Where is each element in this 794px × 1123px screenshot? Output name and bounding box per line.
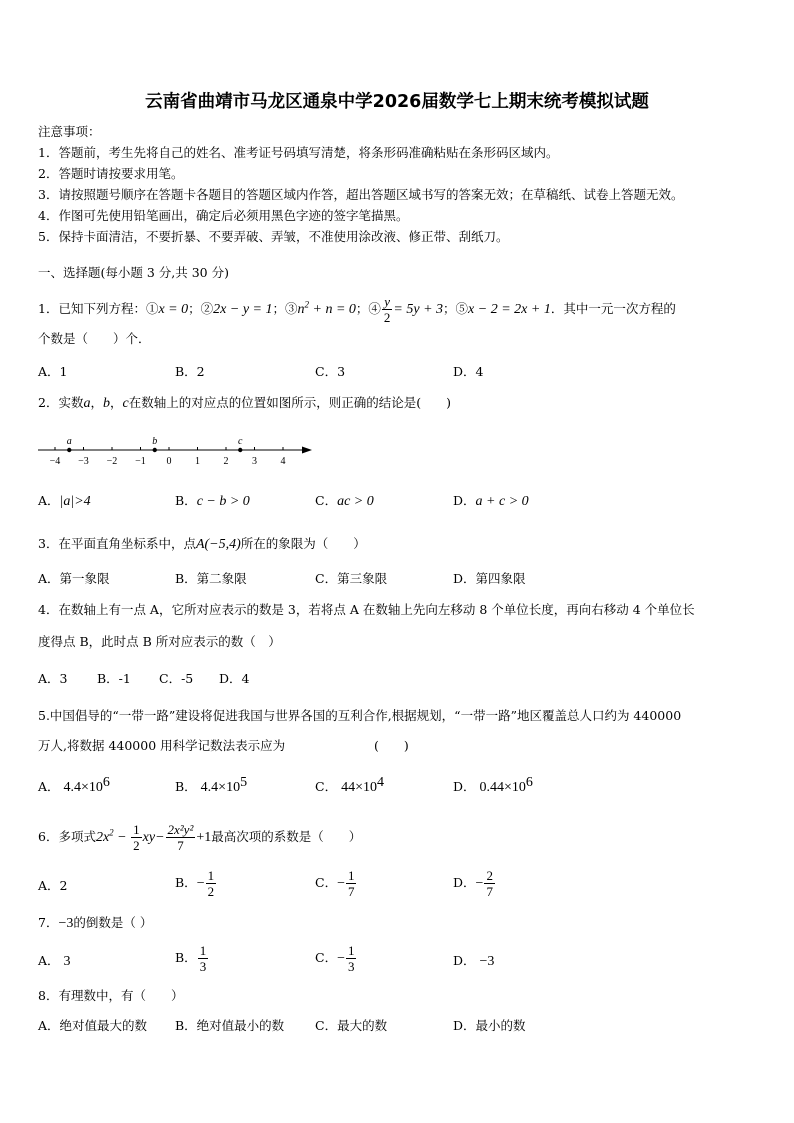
notice-item: 5．保持卡面清洁，不要折暴、不要弄破、弄皱，不准使用涂改液、修正带、刮纸刀。 bbox=[38, 229, 509, 244]
q2-var-c: c bbox=[122, 396, 129, 411]
axis-arrow-icon bbox=[302, 447, 312, 454]
axis-tick-label: 0 bbox=[166, 456, 172, 467]
q6-term1: $2x^2$ bbox=[95, 827, 114, 845]
q3-point: A(−5,4) bbox=[195, 537, 241, 552]
q2-option-a[interactable]: A．|a|>4 bbox=[38, 493, 91, 509]
q4-option-a[interactable]: A．3 bbox=[38, 671, 68, 686]
axis-tick-label: 3 bbox=[252, 456, 257, 467]
axis-tick-label: −3 bbox=[78, 456, 89, 467]
q2-text: 在数轴上的对应点的位置如图所示，则正确的结论是( ) bbox=[128, 395, 451, 410]
q5-option-b[interactable]: B． $4.4\times 10^5$ bbox=[175, 775, 248, 796]
q1-option-a[interactable]: A．1 bbox=[38, 364, 68, 379]
q5-option-d[interactable]: D． $0.44\times 10^6$ bbox=[453, 775, 533, 796]
q3-option-b[interactable]: B．第二象限 bbox=[175, 571, 247, 586]
q6-fraction-half: $\frac{1}{2}$ bbox=[133, 822, 140, 853]
q5-line2: 万人,将数据 440000 用科学记数法表示应为 bbox=[38, 738, 286, 753]
q3-text: 所在的象限为（ ） bbox=[240, 536, 366, 551]
q4-option-c[interactable]: C．-5 bbox=[159, 671, 194, 686]
q3-option-c[interactable]: C．第三象限 bbox=[315, 571, 388, 586]
axis-point-label-a: a bbox=[66, 436, 72, 447]
axis-point-label-c: c bbox=[238, 436, 243, 447]
axis-tick-label: 1 bbox=[195, 456, 200, 467]
exam-title: 云南省曲靖市马龙区通泉中学2026届数学七上期末统考模拟试题 bbox=[145, 92, 649, 112]
q5-line1: 5.中国倡导的“一带一路”建设将促进我国与世界各国的互利合作,根据规划，“一带一路”地区覆盖总人口约为 440000 bbox=[38, 708, 682, 723]
axis-point-label-b: b bbox=[152, 436, 158, 447]
axis-point-b bbox=[153, 448, 157, 452]
q2-var-b: b bbox=[102, 396, 110, 411]
q4-line2: 度得点 B，此时点 B 所对应表示的数（ ） bbox=[38, 634, 281, 649]
axis-tick-label: 2 bbox=[223, 456, 229, 467]
q5-option-c[interactable]: C． $44\times 10^4$ bbox=[315, 775, 384, 796]
notice-item: 1．答题前，考生先将自己的姓名、准考证号码填写清楚，将条形码准确粘贴在条形码区域内。 bbox=[38, 145, 559, 160]
q5-answer-paren: ( ) bbox=[374, 738, 409, 753]
q6-tail: 最高次项的系数是（ ） bbox=[211, 829, 362, 844]
q1-option-b[interactable]: B．2 bbox=[175, 364, 205, 379]
q1-option-d[interactable]: D．4 bbox=[453, 364, 484, 379]
axis-tick-label: −1 bbox=[135, 456, 146, 467]
axis-tick-label: −2 bbox=[106, 456, 118, 467]
q6-lead: 6．多项式 bbox=[38, 829, 96, 844]
q1-sep: ；④ bbox=[355, 301, 381, 316]
axis-point-c bbox=[238, 448, 242, 452]
q4-line1: 4．在数轴上有一点 A，它所对应表示的数是 3，若将点 A 在数轴上先向左移动 8 个单位长度，再向右移动 4 个单位长 bbox=[38, 602, 695, 617]
q6-option-b[interactable]: B．− $\frac{1}{2}$ bbox=[175, 868, 215, 899]
q6-option-d[interactable]: D．− $\frac{2}{7}$ bbox=[453, 868, 493, 899]
q1-eq3: $n^2 + n = 0$ bbox=[297, 299, 356, 317]
q1-tail: ．其中一元一次方程的 bbox=[550, 301, 676, 316]
number-line-figure bbox=[36, 430, 326, 470]
q6-fraction-term: $\frac{\text{2x²y²}}{7}$ bbox=[167, 822, 194, 853]
q6-option-a[interactable]: A．2 bbox=[38, 878, 68, 893]
q1-eq5: x − 2 = 2x + 1 bbox=[468, 302, 551, 317]
q7-option-c[interactable]: C．− $\frac{1}{3}$ bbox=[315, 943, 355, 974]
q7-option-b[interactable]: B． $\frac{1}{3}$ bbox=[175, 943, 207, 974]
notice-block bbox=[38, 121, 768, 247]
question-6: 6．多项式$2x^2$ − $\frac{1}{2}$ xy− $\frac{\text{2x²y²}}{7}$ +1最高次项的系数是（ ） bbox=[38, 822, 362, 853]
q1-sep: ；③ bbox=[272, 301, 298, 316]
q7-text: 的倒数是（ ） bbox=[73, 915, 153, 930]
q1-eq4-fraction: $\frac{y}{2}$ bbox=[383, 294, 391, 325]
q7-option-d[interactable]: D． −3 bbox=[453, 953, 495, 969]
notice-item: 4．作图可先使用铅笔画出，确定后必须用黑色字迹的签字笔描黑。 bbox=[38, 208, 409, 223]
q1-lead: 1．已知下列方程：① bbox=[38, 301, 159, 316]
notice-item: 2．答题时请按要求用笔。 bbox=[38, 166, 184, 181]
q1-sep: ；② bbox=[188, 301, 214, 316]
q1-line2: 个数是（ ）个． bbox=[38, 331, 151, 346]
axis-tick-label: −4 bbox=[49, 456, 61, 467]
q7-option-a[interactable]: A． 3 bbox=[38, 953, 71, 969]
q3-option-a[interactable]: A．第一象限 bbox=[38, 571, 110, 586]
q1-eq1: x = 0 bbox=[158, 302, 189, 317]
q1-eq2: 2x − y = 1 bbox=[213, 302, 273, 317]
q7-value: −3 bbox=[58, 916, 74, 931]
q1-eq4-rest: = 5y + 3 bbox=[393, 302, 444, 317]
q4-option-b[interactable]: B．-1 bbox=[97, 671, 131, 686]
q2-option-d[interactable]: D．a + c > 0 bbox=[453, 493, 529, 509]
section-heading: 一、选择题(每小题 3 分,共 30 分) bbox=[38, 265, 229, 280]
question-2: 2．实数a，b，c在数轴上的对应点的位置如图所示，则正确的结论是( ) bbox=[38, 395, 451, 411]
q3-option-d[interactable]: D．第四象限 bbox=[453, 571, 526, 586]
q2-text: 2．实数 bbox=[38, 395, 84, 410]
q1-option-c[interactable]: C．3 bbox=[315, 364, 346, 379]
notice-heading: 注意事项： bbox=[38, 124, 101, 139]
question-1 bbox=[38, 294, 676, 325]
question-3 bbox=[38, 534, 366, 555]
q8-option-b[interactable]: B．绝对值最小的数 bbox=[175, 1018, 285, 1033]
q5-option-a[interactable]: A． $4.4\times 10^6$ bbox=[38, 775, 110, 796]
q6-term2: xy bbox=[142, 830, 156, 845]
q2-option-c[interactable]: C．ac > 0 bbox=[315, 493, 374, 509]
q4-option-d[interactable]: D．4 bbox=[219, 671, 250, 686]
q8-option-c[interactable]: C．最大的数 bbox=[315, 1018, 388, 1033]
q8-option-a[interactable]: A．绝对值最大的数 bbox=[38, 1018, 148, 1033]
q8-option-d[interactable]: D．最小的数 bbox=[453, 1018, 526, 1033]
notice-item: 3．请按照题号顺序在答题卡各题目的答题区域内作答，超出答题区域书写的答案无效；在草稿纸、试卷上答题无效。 bbox=[38, 187, 684, 202]
q2-option-b[interactable]: B．c − b > 0 bbox=[175, 493, 250, 509]
q3-text: 3．在平面直角坐标系中，点 bbox=[38, 536, 196, 551]
question-7: 7．−3的倒数是（ ） bbox=[38, 915, 153, 931]
question-8: 8．有理数中，有（ ） bbox=[38, 988, 184, 1003]
axis-tick-labels bbox=[50, 456, 286, 467]
q6-option-c[interactable]: C．− $\frac{1}{7}$ bbox=[315, 868, 355, 899]
axis-tick-label: 4 bbox=[280, 456, 286, 467]
q2-var-a: a bbox=[83, 396, 91, 411]
q1-sep: ；⑤ bbox=[443, 301, 469, 316]
axis-point-a bbox=[67, 448, 71, 452]
